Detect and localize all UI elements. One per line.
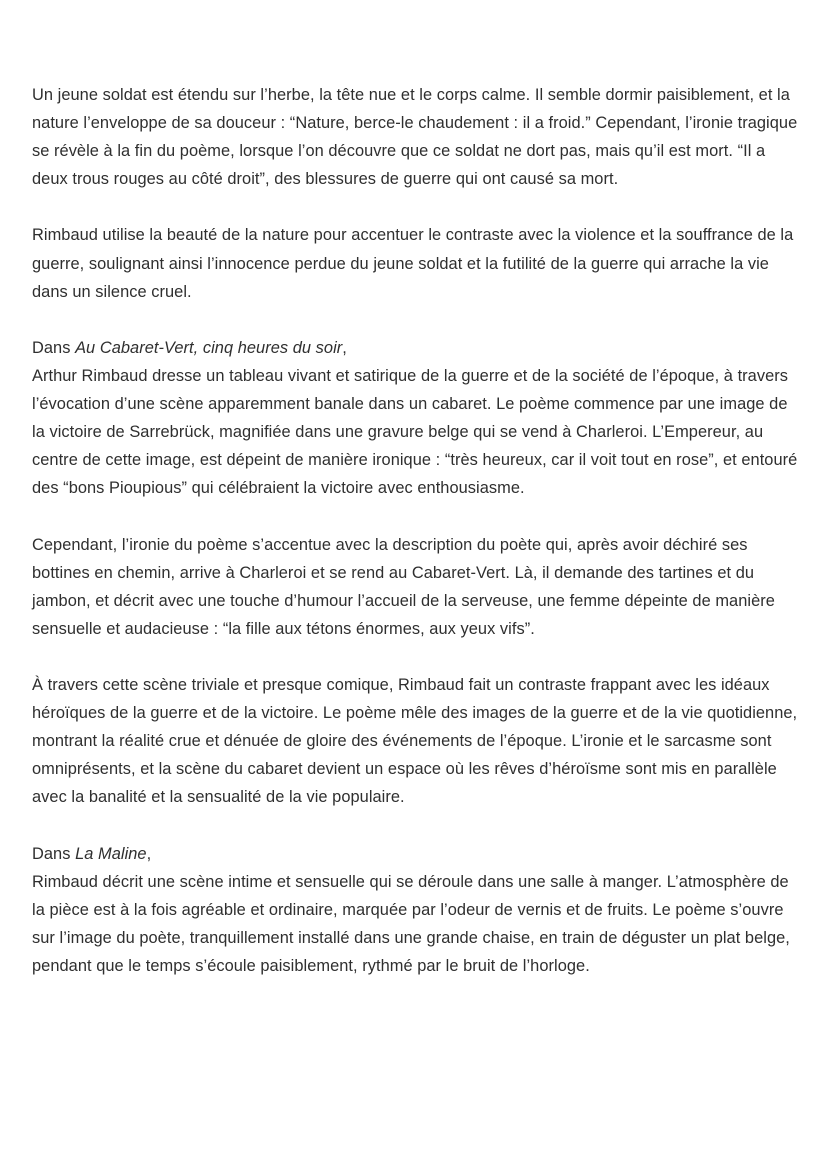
paragraph-dormeur-analysis (32, 221, 802, 305)
poem-title: La Maline (75, 844, 147, 863)
paragraph-cabaret-vert (32, 334, 802, 503)
paragraph-text: À travers cette scène triviale et presque comique, Rimbaud fait un contraste frappant avec les idéaux héroïques de la guerre et de la victoire. Le poème mêle des images de la guerre et de la vie quotidienne, montrant la réalité crue et dénuée de gloire des événements de l’époque. L’ironie et le sarcasme sont omniprésents, et la scène du cabaret devient un espace où les rêves d’héroïsme sont mis en parallèle avec la banalité et la sensualité de la vie populaire. (32, 675, 798, 807)
intro-suffix: , (342, 338, 347, 357)
paragraph-cabaret-contrast (32, 671, 802, 811)
paragraph-text: Rimbaud utilise la beauté de la nature pour accentuer le contraste avec la violence et la souffrance de la guerre, soulignant ainsi l’innocence perdue du jeune soldat et la futilité de la guerre qui arrache la vie dans un silence cruel. (32, 226, 794, 301)
paragraph-text: Rimbaud décrit une scène intime et sensuelle qui se déroule dans une salle à manger. L’atmosphère de la pièce est à la fois agréable et ordinaire, marquée par l’odeur de vernis et de fruits. Le poème s’ouvre sur l’image du poète, tranquillement installé dans une grande chaise, en train de déguster un plat belge, pendant que le temps s’écoule paisiblement, rythmé par le bruit de l’horloge. (32, 872, 790, 975)
intro-prefix: Dans (32, 338, 76, 357)
document-body (32, 81, 802, 1008)
paragraph-la-maline (32, 840, 802, 980)
paragraph-text: Cependant, l’ironie du poème s’accentue avec la description du poète qui, après avoir déchiré ses bottines en chemin, arrive à Charleroi et se rend au Cabaret-Vert. Là, il demande des tartines et du jambon, et décrit avec une touche d’humour l’accueil de la serveuse, une femme dépeinte de manière sensuelle et audacieuse : “la fille aux tétons énormes, aux yeux vifs”. (32, 535, 775, 638)
paragraph-cabaret-irony (32, 531, 802, 643)
paragraph-dormeur-description (32, 81, 802, 193)
paragraph-text: Un jeune soldat est étendu sur l’herbe, la tête nue et le corps calme. Il semble dormir paisiblement, et la nature l’enveloppe de sa douceur : “Nature, berce-le chaudement : il a froid.” Cependant, l’ironie tragique se révèle à la fin du poème, lorsque l’on découvre que ce soldat ne dort pas, mais qu’il est mort. “Il a deux trous rouges au côté droit”, des blessures de guerre qui ont causé sa mort. (32, 86, 798, 189)
intro-suffix: , (146, 844, 152, 863)
poem-title: Au Cabaret-Vert, cinq heures du soir (75, 338, 343, 357)
paragraph-text: Arthur Rimbaud dresse un tableau vivant et satirique de la guerre et de la société de l’époque, à travers l’évocation d’une scène apparemment banale dans un cabaret. Le poème commence par une image de la victoire de Sarrebrück, magnifiée dans une gravure belge qui se vend à Charleroi. L’Empereur, au centre de cette image, est dépeint de manière ironique : “très heureux, car il voit tout en rose”, et entouré des “bons Pioupious” qui célébraient la victoire avec enthousiasme. (32, 366, 798, 498)
intro-prefix: Dans (32, 844, 76, 863)
